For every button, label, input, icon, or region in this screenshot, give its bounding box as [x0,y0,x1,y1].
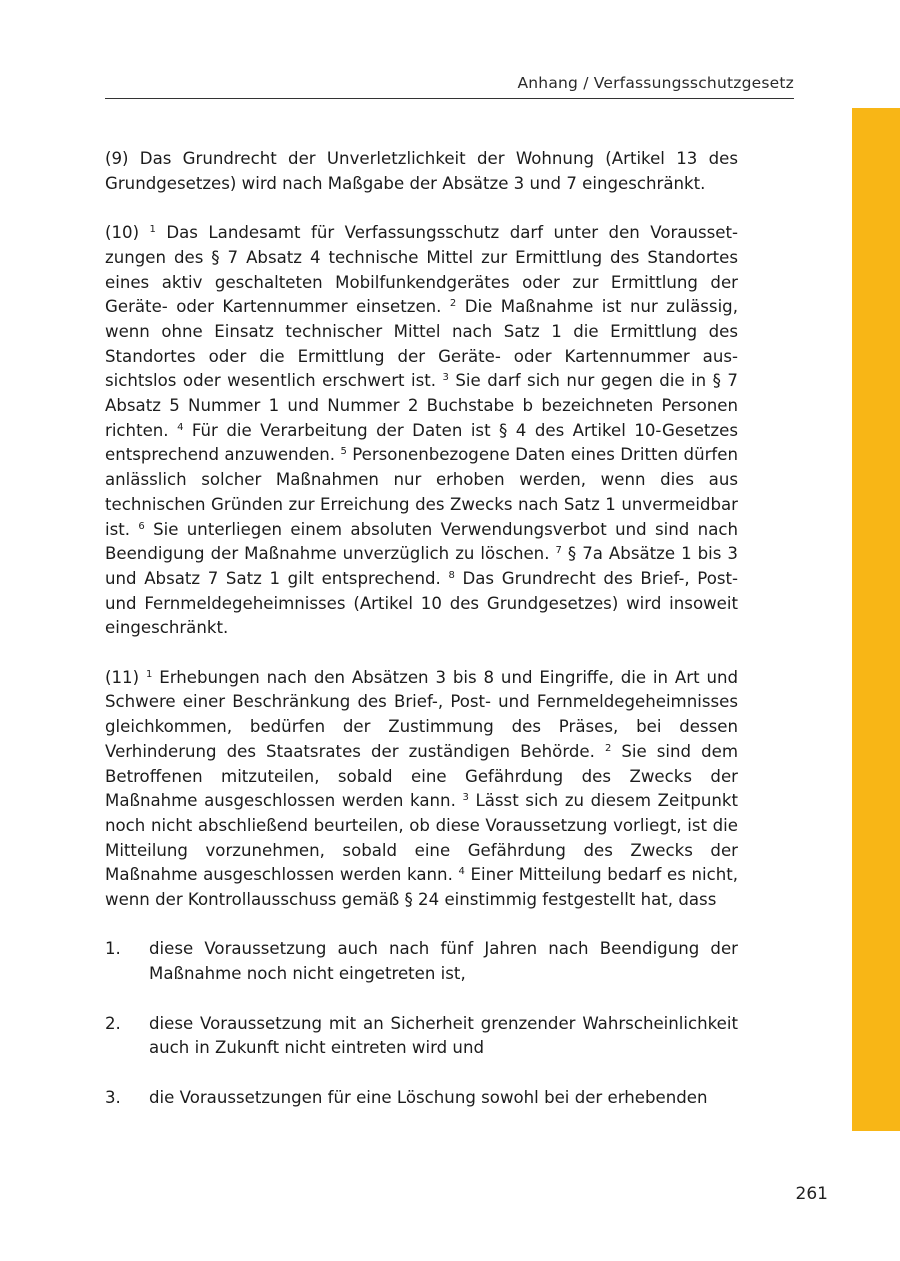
sentence-number: 5 [340,446,347,458]
paragraph-9: (9) Das Grundrecht der Unverletzlichkeit der Wohnung (Artikel 13 des Grundgesetzes) wird nach Maßgabe der Absätze 3 und 7 eingeschränkt. [105,149,738,193]
list-item-number: 2. [105,1013,121,1033]
page-body [105,147,738,1135]
numbered-list [105,937,738,1110]
sentence-number: 3 [462,792,469,804]
sentence-number: 8 [448,569,455,581]
header-rule [105,98,794,99]
sentence-number: 4 [177,421,184,433]
sentence-number: 1 [149,224,156,236]
sentence: Lässt sich zu diesem Zeitpunkt noch nicht abschließend beurteilen, ob diese Voraussetzung vorliegt, ist die Mitteilung vorzunehmen, sobald eine Gefährdung des Zwecks der Maßnahme ausgeschlossen werden kann. [105,791,739,885]
sentence-number: 4 [458,866,465,878]
chapter-color-tab [852,108,900,1131]
paragraph-label: (11) [105,667,140,687]
list-item-number: 1. [105,939,121,959]
sentence: Für die Verarbeitung der Daten ist § 4 des Artikel 10-Gesetzes entsprechend anzuwenden. [105,420,738,465]
sentence: Sie darf sich nur gegen die in § 7 Absatz 5 Nummer 1 und Nummer 2 Buchstabe b bezeichneten Personen richten. [105,371,738,440]
sentence-number: 7 [555,545,562,557]
sentence: Die Maßnahme ist nur zulässig, wenn ohne Einsatz technischer Mittel nach Satz 1 die Ermittlung des Standortes oder die Ermittlung der Geräte- oder Kartennummer aussichtslos oder wesentlich erschwert ist. [105,297,738,391]
paragraph-label: (10) [105,223,140,243]
sentence: Das Grundrecht des Brief-, Post- und Fernmeldegeheimnisses (Artikel 10 des Grundgesetzes) wird insoweit eingeschränkt. [105,568,738,638]
paragraph-11 [105,666,738,913]
sentence-number: 1 [145,668,153,680]
sentence: Sie sind dem Betroffenen mitzuteilen, sobald eine Gefährdung des Zwecks der Maßnahme ausgeschlossen werden kann. [105,741,739,811]
page-number: 261 [795,1184,828,1204]
list-item [105,1012,738,1061]
list-item-text: diese Voraussetzung mit an Sicherheit grenzender Wahrscheinlichkeit auch in Zukunft nicht eintreten wird und [149,1013,738,1058]
sentence: Erhebungen nach den Absätzen 3 bis 8 und Eingriffe, die in Art und Schwere einer Beschränkung des Brief-, Post- und Fernmeldegeheimnisses gleichkommen, bedürfen der Zustimmung des Präses, bei dessen Verhinderung des Staatsrates der zuständigen Behörde. [105,667,739,761]
sentence: § 7a Absätze 1 bis 3 und Absatz 7 Satz 1 gilt entsprechend. [105,544,738,588]
list-item [105,1086,738,1111]
list-item-text: die Voraussetzungen für eine Löschung sowohl bei der erhebenden [149,1087,708,1107]
sentence: Sie unterliegen einem absoluten Verwendungsverbot und sind nach Beendigung der Maßnahme unverzüglich zu löschen. [105,519,739,564]
sentence: Das Landesamt für Verfassungsschutz darf unter den Voraussetzungen des § 7 Absatz 4 technische Mittel zur Ermittlung des Standortes eines aktiv geschalteten Mobilfunkendgerätes oder zur Ermittlung der Geräte- oder Kartennummer einsetzen. [105,223,738,317]
list-item [105,937,738,986]
sentence-number: 3 [442,372,449,384]
sentence-number: 2 [449,298,457,310]
list-item-text: diese Voraussetzung auch nach fünf Jahren nach Beendigung der Maßnahme noch nicht eingetreten ist, [149,939,738,984]
sentence: Personenbezogene Daten eines Dritten dürfen anlässlich solcher Maßnahmen nur erhoben werden, wenn dies aus technischen Gründen zur Erreichung des Zwecks nach Satz 1 unvermeidbar ist. [105,445,739,539]
running-header: Anhang / Verfassungsschutzgesetz [517,74,794,92]
sentence-number: 6 [138,520,145,532]
paragraph-10 [105,221,738,641]
sentence: Einer Mitteilung bedarf es nicht, wenn der Kontrollausschuss gemäß § 24 einstimmig festgestellt hat, dass [105,865,739,910]
list-item-number: 3. [105,1087,121,1107]
sentence-number: 2 [604,742,612,754]
